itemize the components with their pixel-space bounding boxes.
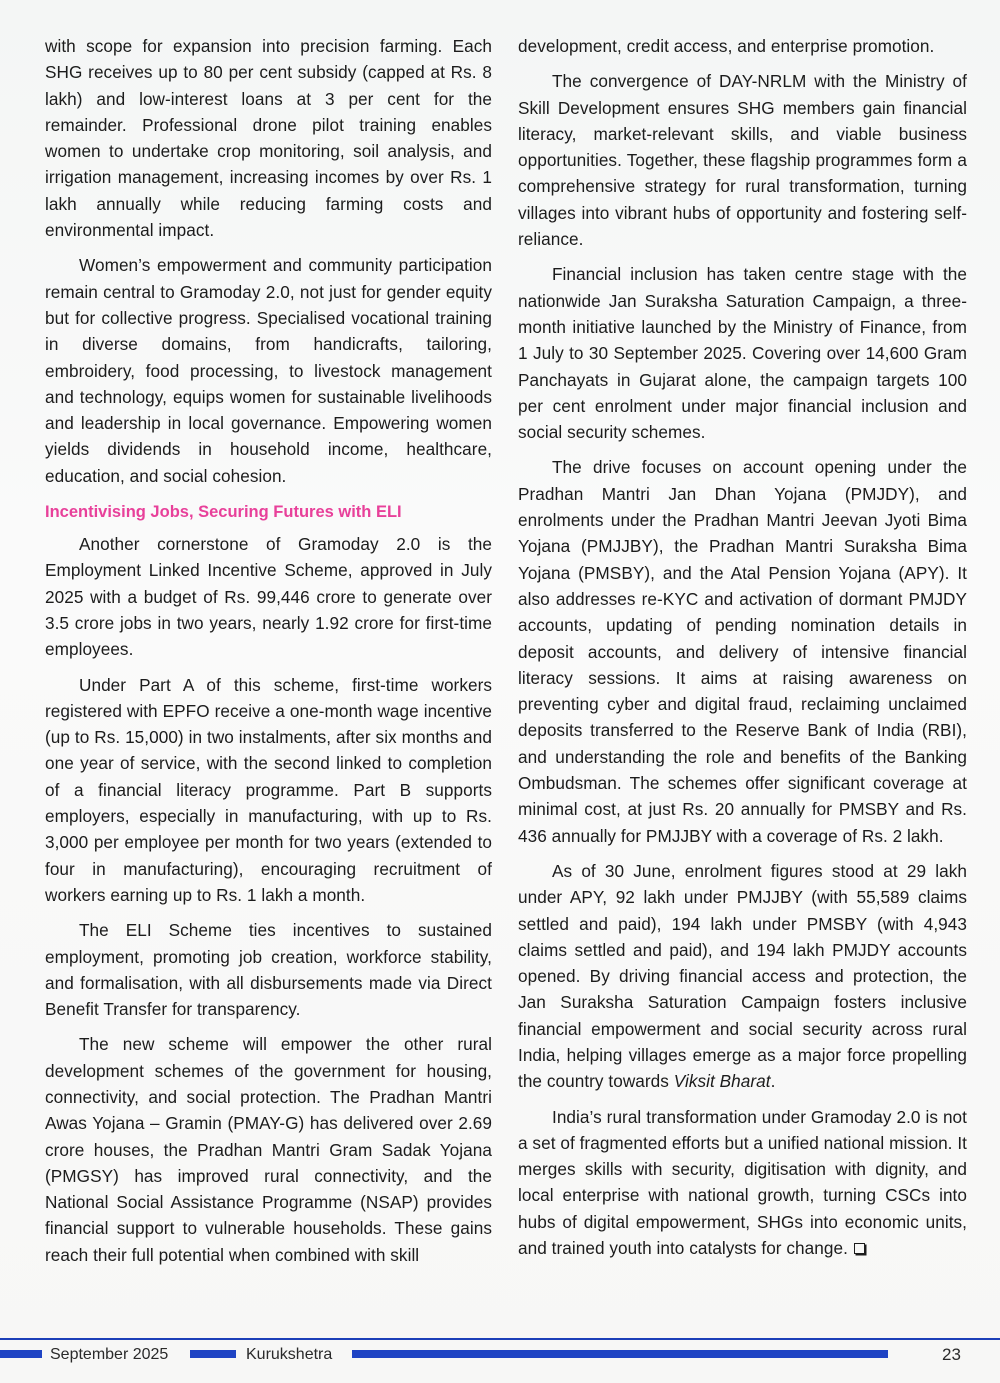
- page-number: 23: [942, 1345, 961, 1364]
- section-heading-eli: Incentivising Jobs, Securing Futures with ELI: [45, 503, 402, 522]
- enrolment-text: As of 30 June, enrolment figures stood at 29 lakh under APY, 92 lakh under PMJJBY (with 55,589 claims settled and paid), 194 lakh under PMSBY (with 4,943 claims settled and paid), and 194 lakh PMJDY accounts opened. By driving financial access and protection, the Jan Suraksha Saturation Campaign fosters inclusive financial empowerment and social security across rural India, helping villages emerge as a major force propelling the country towards: [518, 860, 967, 1092]
- paragraph-continuation: development, credit access, and enterprise promotion.: [518, 36, 935, 56]
- closing-text: India’s rural transformation under Gramoday 2.0 is not a set of fragmented efforts but a unified national mission. It merges skills with security, digitisation with dignity, and local enterprise with national growth, turning CSCs into hubs of digital empowerment, SHGs into economic units, and trained youth into catalysts for change.: [518, 1106, 967, 1259]
- paragraph-financial-inclusion: Financial inclusion has taken centre stage with the nationwide Jan Suraksha Saturation Campaign, a three-month initiative launched by the Ministry of Finance, from 1 July to 30 September 2025. Covering over 14,600 Gram Panchayats in Gujarat alone, the campaign targets 100 per cent enrolment under major financial inclusion and social security schemes.: [518, 264, 967, 443]
- right-column: [518, 33, 967, 1270]
- paragraph-eli-incentives: The ELI Scheme ties incentives to sustained employment, promoting job creation, workforce stability, and formalisation, with all disbursements made via Direct Benefit Transfer for transparency.: [45, 920, 492, 1020]
- page-footer: [0, 1344, 1000, 1366]
- footer-bar-middle: [190, 1350, 236, 1358]
- paragraph-drive-focus: The drive focuses on account opening under the Pradhan Mantri Jan Dhan Yojana (PMJDY), and enrolments under the Pradhan Mantri Jeevan Jyoti Bima Yojana (PMJJBY), the Pradhan Mantri Suraksha Bima Yojana (PMSBY), and the Atal Pension Yojana (APY). It also addresses re-KYC and activation of dormant PMJDY accounts, updating of pending nomination details in deposit accounts, and delivery of intensive financial literacy sessions. It aims at raising awareness on preventing cyber and digital fraud, reclaiming unclaimed deposits transferred to the Reserve Bank of India (RBI), and understanding the role and benefits of the Banking Ombudsman. The schemes offer significant coverage at minimal cost, at just Rs. 20 annually for PMSBY and Rs. 436 annually for PMJJBY with a coverage of Rs. 2 lakh.: [518, 457, 967, 846]
- footer-bar-right: [352, 1350, 888, 1358]
- paragraph-women-empowerment: Women’s empowerment and community participation remain central to Gramoday 2.0, not just for gender equity but for collective progress. Specialised vocational training in diverse domains, from handicrafts, tailoring, embroidery, food processing, to livestock management and technology, equips women for sustainable livelihoods and leadership in local governance. Empowering women yields dividends in household income, healthcare, education, and social cohesion.: [45, 255, 492, 486]
- footer-rule: [0, 1338, 1000, 1340]
- end-of-article-icon: [854, 1243, 865, 1254]
- paragraph-closing: [518, 1104, 967, 1262]
- paragraph-drone-training: with scope for expansion into precision farming. Each SHG receives up to 80 per cent subsidy (capped at Rs. 8 lakh) and low-interest loans at 3 per cent for the remainder. Professional drone pilot training enables women to undertake crop monitoring, soil analysis, and irrigation management, increasing incomes by over Rs. 1 lakh annually while reducing farming costs and environmental impact.: [45, 36, 492, 241]
- paragraph-day-nrlm: The convergence of DAY-NRLM with the Ministry of Skill Development ensures SHG members gain financial literacy, market-relevant skills, and viable business opportunities. Together, these flagship programmes form a comprehensive strategy for rural transformation, turning villages into vibrant hubs of opportunity and fostering self-reliance.: [518, 71, 967, 250]
- paragraph-enrolment-figures: [518, 858, 967, 1095]
- left-column: [45, 33, 492, 1277]
- enrolment-text-end: .: [770, 1071, 776, 1092]
- paragraph-eli-overview: Another cornerstone of Gramoday 2.0 is the Employment Linked Incentive Scheme, approved in July 2025 with a budget of Rs. 99,446 crore to generate over 3.5 crore jobs in two years, nearly 1.92 crore for first-time employees.: [45, 534, 492, 660]
- paragraph-eli-part-a-b: Under Part A of this scheme, first-time workers registered with EPFO receive a one-month wage incentive (up to Rs. 15,000) in two instalments, after six months and one year of service, with the second linked to completion of a financial literacy programme. Part B supports employers, especially in manufacturing, with up to Rs. 3,000 per employee per month for two years (extended to four in manufacturing), encouraging recruitment of workers earning up to Rs. 1 lakh a month.: [45, 674, 492, 905]
- paragraph-rural-schemes: The new scheme will empower the other rural development schemes of the government for housing, connectivity, and social protection. The Pradhan Mantri Awas Yojana – Gramin (PMAY-G) has delivered over 2.69 crore houses, the Pradhan Mantri Gram Sadak Yojana (PMGSY) has improved rural connectivity, and the National Social Assistance Programme (NSAP) provides financial support to vulnerable households. These gains reach their full potential when combined with skill: [45, 1034, 492, 1265]
- footer-issue-date: September 2025: [50, 1346, 169, 1363]
- footer-bar-left: [0, 1350, 42, 1358]
- viksit-bharat-italic: Viksit Bharat: [673, 1071, 771, 1092]
- footer-magazine-name: Kurukshetra: [246, 1346, 333, 1363]
